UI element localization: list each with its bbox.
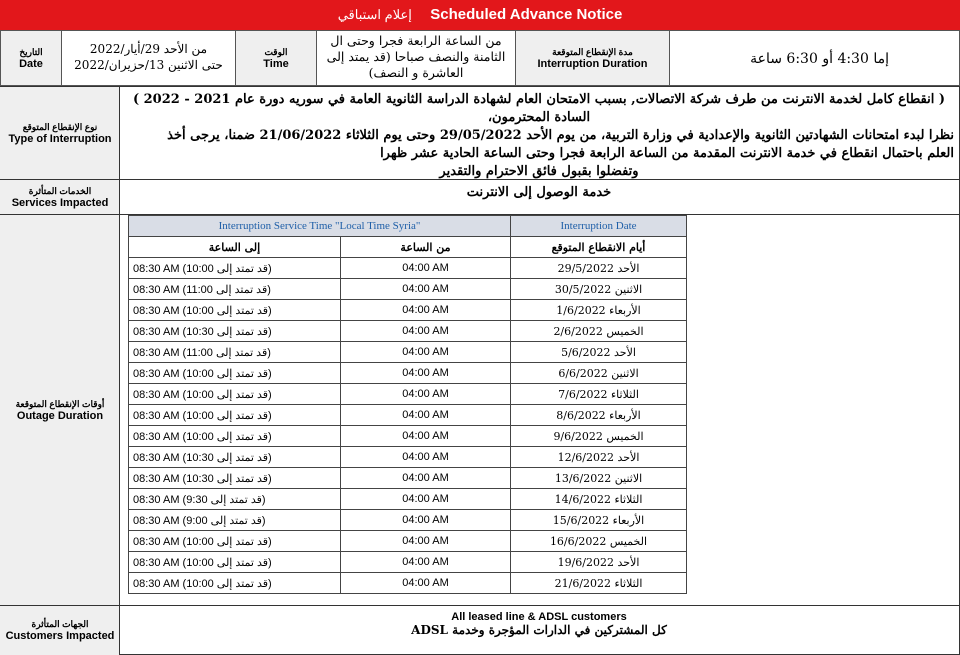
- type-label: [0, 87, 120, 179]
- services-value: خدمة الوصول إلى الانترنت: [466, 185, 612, 200]
- service-time-header: Interruption Service Time "Local Time Syria": [129, 216, 511, 237]
- date-cell: الخميس 9/6/2022: [511, 426, 687, 447]
- type-line2: السادة المحترمون،: [487, 110, 591, 125]
- date-cell: الاثنين 6/6/2022: [511, 363, 687, 384]
- from-time-cell: 04:00 AM: [341, 468, 511, 489]
- date-cell: الأحد 19/6/2022: [511, 552, 687, 573]
- interruption-description: [124, 91, 954, 181]
- type-label-ar: نوع الإنقطاع المتوقع: [22, 121, 98, 132]
- table-row: [129, 531, 687, 552]
- table-row: [129, 552, 687, 573]
- date-cell: الأربعاء 1/6/2022: [511, 300, 687, 321]
- date-label-ar: التاريخ: [19, 46, 43, 57]
- to-time-cell: 08:30 AM (قد تمتد إلى 9:00): [129, 510, 341, 531]
- table-row: [129, 300, 687, 321]
- to-time-cell: 08:30 AM (قد تمتد إلى 10:00): [129, 531, 341, 552]
- from-time-cell: 04:00 AM: [341, 426, 511, 447]
- date-cell: الأحد 5/6/2022: [511, 342, 687, 363]
- date-value: [61, 30, 236, 86]
- services-label-en: Services Impacted: [11, 196, 109, 209]
- table-row: [129, 321, 687, 342]
- customers-line-en: All leased line & ADSL customers: [451, 611, 627, 623]
- to-time-cell: 08:30 AM (قد تمتد إلى 10:00): [129, 405, 341, 426]
- banner-title-en: Scheduled Advance Notice: [430, 6, 623, 23]
- duration-label: [515, 30, 670, 86]
- from-time-cell: 04:00 AM: [341, 573, 511, 594]
- services-label: [0, 180, 120, 214]
- schedule-rows: [129, 258, 687, 594]
- table-row: [129, 405, 687, 426]
- from-time-cell: 04:00 AM: [341, 258, 511, 279]
- outage-schedule-table: [128, 215, 687, 594]
- duration-label-ar: مدة الإنقطاع المتوقعة: [552, 46, 633, 57]
- type-line4: العلم باحتمال انقطاع في خدمة الانترنت المقدمة من الساعة الرابعة فجرا وحتى الساعة الحادية عشر ظهرا: [380, 146, 954, 161]
- time-label-ar: الوقت: [264, 46, 288, 57]
- to-time-cell: 08:30 AM (قد تمتد إلى 9:30): [129, 489, 341, 510]
- table-row: [129, 468, 687, 489]
- to-time-cell: 08:30 AM (قد تمتد إلى 11:00): [129, 342, 341, 363]
- date-cell: الاثنين 13/6/2022: [511, 468, 687, 489]
- from-time-cell: 04:00 AM: [341, 405, 511, 426]
- to-time-cell: 08:30 AM (قد تمتد إلى 10:30): [129, 321, 341, 342]
- date-cell: الأربعاء 8/6/2022: [511, 405, 687, 426]
- type-line1: ( انقطاع كامل لخدمة الانترنت من طرف شركة الاتصالات, بسبب الامتحان العام لشهادة الدراسة الثانوية العامة في سوريه دورة عام 2021 - 2022 ): [132, 92, 946, 107]
- from-time-cell: 04:00 AM: [341, 447, 511, 468]
- date-value-line2: حتى الاثنين 13/حزيران/2022: [74, 58, 223, 72]
- customers-label-en: Customers Impacted: [5, 630, 115, 642]
- table-row: [129, 489, 687, 510]
- table-row: [129, 258, 687, 279]
- time-label: [235, 30, 317, 86]
- to-time-cell: 08:30 AM (قد تمتد إلى 10:00): [129, 573, 341, 594]
- services-label-ar: الخدمات المتأثرة: [28, 185, 92, 196]
- to-time-cell: 08:30 AM (قد تمتد إلى 10:00): [129, 552, 341, 573]
- to-time-cell: 08:30 AM (قد تمتد إلى 10:00): [129, 258, 341, 279]
- to-time-cell: 08:30 AM (قد تمتد إلى 10:00): [129, 426, 341, 447]
- to-time-cell: 08:30 AM (قد تمتد إلى 10:00): [129, 300, 341, 321]
- from-time-cell: 04:00 AM: [341, 489, 511, 510]
- date-cell: الأحد 29/5/2022: [511, 258, 687, 279]
- date-cell: الأحد 12/6/2022: [511, 447, 687, 468]
- from-time-cell: 04:00 AM: [341, 510, 511, 531]
- to-time-cell: 08:30 AM (قد تمتد إلى 10:00): [129, 363, 341, 384]
- to-time-cell: 08:30 AM (قد تمتد إلى 10:30): [129, 468, 341, 489]
- date-cell: الثلاثاء 7/6/2022: [511, 384, 687, 405]
- table-row: [129, 447, 687, 468]
- customers-line-ar: كل المشتركين في الدارات المؤجرة وخدمة ADSL: [411, 623, 667, 637]
- col-date-header: أيام الانقطاع المتوقع: [511, 237, 687, 258]
- date-cell: الثلاثاء 21/6/2022: [511, 573, 687, 594]
- date-cell: الخميس 2/6/2022: [511, 321, 687, 342]
- from-time-cell: 04:00 AM: [341, 384, 511, 405]
- banner-title-ar: إعلام استباقي: [337, 7, 412, 22]
- to-time-cell: 08:30 AM (قد تمتد إلى 10:30): [129, 447, 341, 468]
- from-time-cell: 04:00 AM: [341, 342, 511, 363]
- to-time-cell: 08:30 AM (قد تمتد إلى 10:00): [129, 384, 341, 405]
- from-time-cell: 04:00 AM: [341, 279, 511, 300]
- customers-value: [124, 611, 954, 637]
- outage-label-en: Outage Duration: [16, 409, 104, 422]
- date-cell: الاثنين 30/5/2022: [511, 279, 687, 300]
- date-cell: الخميس 16/6/2022: [511, 531, 687, 552]
- col-to-header: إلى الساعة: [129, 237, 341, 258]
- table-row: [129, 510, 687, 531]
- outage-label: [0, 215, 120, 605]
- from-time-cell: 04:00 AM: [341, 363, 511, 384]
- duration-label-en: Interruption Duration: [537, 57, 648, 70]
- date-value-line1: من الأحد 29/أيار/2022: [89, 42, 208, 56]
- type-line3: نظرا لبدء امتحانات الشهادتين الثانوية والإعدادية في وزارة التربية، من يوم الأحد 29/05/2022 وحتى يوم الثلاثاء 21/06/2022 ضمنا، يرجى أخذ: [167, 128, 954, 143]
- date-label-en: Date: [19, 57, 43, 70]
- type-line5: وتفضلوا بقبول فائق الاحترام والتقدير: [439, 164, 639, 179]
- customers-label-ar: الجهات المتأثرة: [31, 619, 89, 629]
- from-time-cell: 04:00 AM: [341, 321, 511, 342]
- time-value: من الساعة الرابعة فجرا وحتى ال الثامنة والنصف صباحا (قد يمتد إلى العاشرة و النصف): [316, 30, 516, 86]
- date-cell: الأربعاء 15/6/2022: [511, 510, 687, 531]
- outage-label-ar: أوقات الإنقطاع المتوقعة: [15, 398, 105, 409]
- col-from-header: من الساعة: [341, 237, 511, 258]
- table-row: [129, 363, 687, 384]
- from-time-cell: 04:00 AM: [341, 300, 511, 321]
- table-row: [129, 342, 687, 363]
- table-row: [129, 279, 687, 300]
- notice-banner: [0, 0, 960, 30]
- table-row: [129, 573, 687, 594]
- duration-value: إما 4:30 أو 6:30 ساعة: [669, 30, 960, 86]
- date-label: [0, 30, 62, 86]
- type-label-en: Type of Interruption: [8, 132, 112, 145]
- from-time-cell: 04:00 AM: [341, 552, 511, 573]
- table-row: [129, 384, 687, 405]
- date-cell: الثلاثاء 14/6/2022: [511, 489, 687, 510]
- to-time-cell: 08:30 AM (قد تمتد إلى 11:00): [129, 279, 341, 300]
- time-label-en: Time: [263, 57, 289, 70]
- table-row: [129, 426, 687, 447]
- customers-label: [0, 606, 120, 655]
- from-time-cell: 04:00 AM: [341, 531, 511, 552]
- interruption-date-header: Interruption Date: [511, 216, 687, 237]
